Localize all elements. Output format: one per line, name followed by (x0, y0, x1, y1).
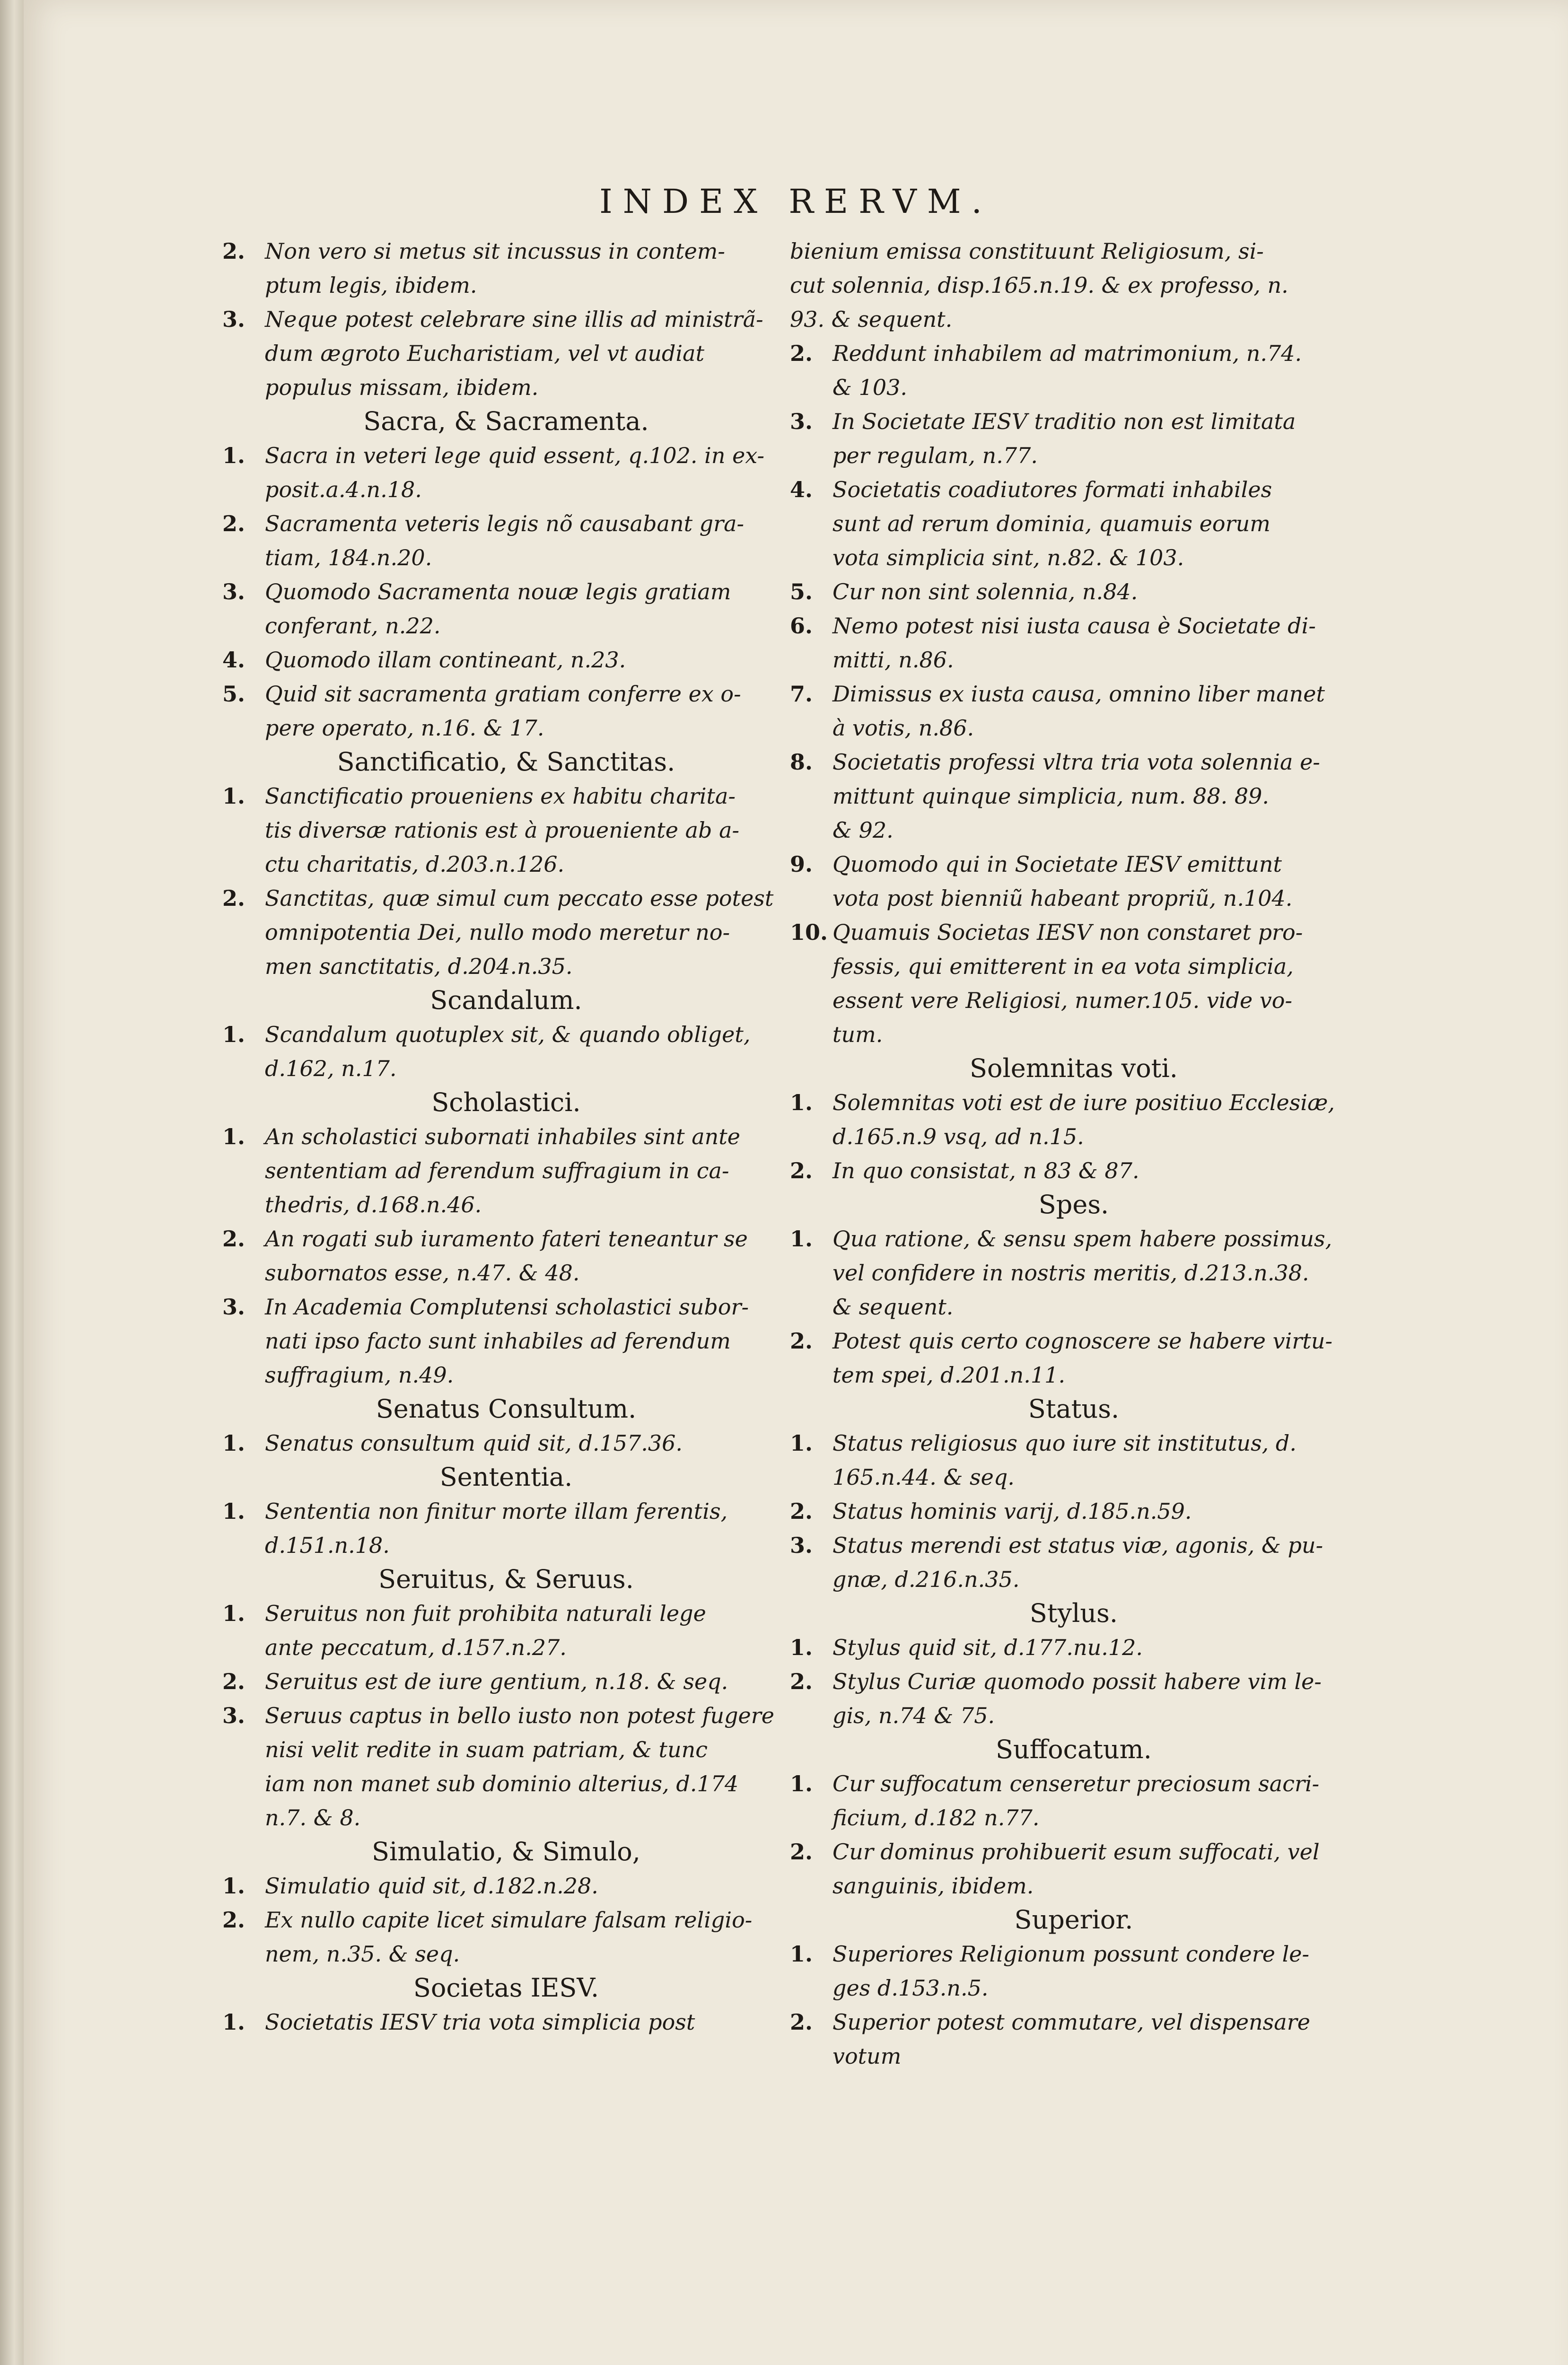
entry-text: Sacra in veteri lege quid essent, q.102. in ex- posit.a.4.n.18. (265, 443, 765, 502)
entry-number: 1. (790, 1430, 813, 1456)
index-entry (790, 1426, 1358, 1494)
index-entry (222, 1494, 790, 1562)
index-heading: Solemnitas voti. (970, 1053, 1178, 1083)
index-entry (790, 677, 1358, 745)
entry-text: An scholastici subornati inhabiles sint ante sententiam ad ferendum suffragium in ca- thedris, d.168.n.46. (265, 1124, 740, 1218)
index-entry (790, 1222, 1358, 1324)
index-entry (222, 1869, 790, 1903)
index-entry (222, 1222, 790, 1290)
index-entry (222, 1903, 790, 1971)
index-heading: Sanctificatio, & Sanctitas. (337, 747, 675, 777)
entry-text: Sententia non finitur morte illam ferentis, d.151.n.18. (265, 1498, 728, 1558)
entry-text: Quomodo qui in Societate IESV emittunt vota post bienniũ habeant propriũ, n.104. (832, 851, 1293, 911)
entry-number: 2. (222, 1226, 245, 1252)
entry-number: 8. (790, 749, 813, 775)
entry-number: 1. (222, 783, 245, 809)
entry-number: 1. (790, 1771, 813, 1796)
entry-number: 5. (222, 681, 245, 707)
entry-number: 9. (790, 851, 813, 877)
entry-number: 1. (222, 2009, 245, 2035)
entry-text: In Societate IESV traditio non est limitata per regulam, n.77. (832, 409, 1296, 468)
entry-number: 2. (790, 1839, 813, 1865)
entry-number: 3. (790, 1533, 813, 1558)
entry-text: In quo consistat, n 83 & 87. (832, 1158, 1139, 1183)
index-heading: Spes. (1038, 1190, 1109, 1219)
index-entry (222, 1426, 790, 1460)
entry-number: 5. (790, 579, 813, 604)
entry-text: Cur suffocatum censeretur preciosum sacri- ficium, d.182 n.77. (832, 1771, 1320, 1831)
index-entry (790, 1494, 1358, 1528)
index-column-right (790, 234, 1358, 2073)
entry-text: An rogati sub iuramento fateri teneantur se subornatos esse, n.47. & 48. (265, 1226, 748, 1286)
entry-text: Scandalum quotuplex sit, & quando obliget, d.162, n.17. (265, 1022, 751, 1081)
index-entry (222, 1699, 790, 1835)
entry-text: Cur dominus prohibuerit esum suffocati, vel sanguinis, ibidem. (832, 1839, 1320, 1899)
entry-text: Status hominis varij, d.185.n.59. (832, 1498, 1192, 1524)
index-entry (790, 609, 1358, 677)
index-entry (790, 473, 1358, 575)
entry-text: In Academia Complutensi scholastici subor- nati ipso facto sunt inhabiles ad ferendum suffragium, n.49. (265, 1294, 749, 1388)
index-entry (790, 1664, 1358, 1733)
entry-number: 2. (222, 885, 245, 911)
index-entry (222, 1120, 790, 1222)
entry-text: Societatis IESV tria vota simplicia post (265, 2009, 695, 2035)
index-entry (790, 847, 1358, 915)
index-heading: Sacra, & Sacramenta. (363, 406, 649, 436)
entry-number: 3. (790, 409, 813, 434)
index-entry (222, 438, 790, 507)
entry-text: Seruus captus in bello iusto non potest fugere nisi velit redite in suam patriam, & tunc iam non manet sub dominio alterius, d.174 n.7. & 8. (265, 1703, 774, 1831)
index-entry (790, 404, 1358, 473)
entry-text: Quomodo Sacramenta nouæ legis gratiam conferant, n.22. (265, 579, 731, 639)
index-entry (790, 1767, 1358, 1835)
entry-text: Dimissus ex iusta causa, omnino liber manet à votis, n.86. (832, 681, 1325, 741)
page-title: INDEX RERVM. (599, 182, 992, 221)
entry-text: Status religiosus quo iure sit institutus, d. 165.n.44. & seq. (832, 1430, 1296, 1490)
index-heading: Societas IESV. (413, 1973, 599, 2003)
entry-number: 3. (222, 307, 245, 332)
index-heading: Senatus Consultum. (376, 1394, 637, 1424)
entry-text: Neque potest celebrare sine illis ad ministrã- dum ægroto Eucharistiam, vel vt audiat populus missam, ibidem. (265, 307, 763, 400)
entry-number: 1. (790, 1635, 813, 1660)
index-entry (222, 302, 790, 404)
entry-number: 6. (790, 613, 813, 639)
index-entry (790, 336, 1358, 404)
entry-text: Simulatio quid sit, d.182.n.28. (265, 1873, 598, 1899)
index-column-left (222, 234, 790, 2039)
index-heading: Suffocatum. (996, 1734, 1152, 1764)
index-entry (222, 234, 790, 302)
entry-number: 2. (222, 1907, 245, 1933)
index-entry (790, 1154, 1358, 1188)
index-entry (790, 745, 1358, 847)
index-entry (222, 575, 790, 643)
entry-number: 3. (222, 1294, 245, 1320)
entry-text: Superiores Religionum possunt condere le- ges d.153.n.5. (832, 1941, 1310, 2001)
entry-text: Seruitus non fuit prohibita naturali lege ante peccatum, d.157.n.27. (265, 1601, 706, 1660)
entry-text: Potest quis certo cognoscere se habere virtu- tem spei, d.201.n.11. (832, 1328, 1332, 1388)
entry-text: Societatis professi vltra tria vota solennia e- mittunt quinque simplicia, num. 88. 89. & 92. (832, 749, 1320, 843)
entry-number: 4. (790, 477, 813, 502)
entry-text: Senatus consultum quid sit, d.157.36. (265, 1430, 683, 1456)
index-heading: Status. (1028, 1394, 1120, 1424)
entry-number: 2. (222, 238, 245, 264)
facing-page-edge (0, 0, 24, 2365)
entry-text: Nemo potest nisi iusta causa è Societate di- mitti, n.86. (832, 613, 1316, 673)
entry-number: 7. (790, 681, 813, 707)
entry-text: Sacramenta veteris legis nõ causabant gra- tiam, 184.n.20. (265, 511, 745, 570)
index-entry (222, 643, 790, 677)
index-entry (222, 2005, 790, 2039)
entry-number: 1. (222, 1124, 245, 1149)
entry-text: Ex nullo capite licet simulare falsam religio- nem, n.35. & seq. (265, 1907, 753, 1967)
entry-number: 3. (222, 579, 245, 604)
index-entry (222, 507, 790, 575)
entry-text: Cur non sint solennia, n.84. (832, 579, 1138, 604)
entry-text: Sanctificatio proueniens ex habitu charita- tis diversæ rationis est à proueniente ab a- ctu charitatis, d.203.n.126. (265, 783, 740, 877)
entry-number: 2. (222, 1669, 245, 1694)
index-entry (790, 1630, 1358, 1664)
entry-text: Quid sit sacramenta gratiam conferre ex o- pere operato, n.16. & 17. (265, 681, 741, 741)
entry-text: Stylus Curiæ quomodo possit habere vim le- gis, n.74 & 75. (832, 1669, 1322, 1728)
index-entry (222, 1017, 790, 1086)
entry-number: 2. (790, 341, 813, 366)
entry-number: 1. (222, 1430, 245, 1456)
entry-number: 2. (790, 1158, 813, 1183)
entry-number: 1. (790, 1941, 813, 1967)
entry-text: Status merendi est status viæ, agonis, & pu- gnæ, d.216.n.35. (832, 1533, 1323, 1592)
entry-number: 2. (222, 511, 245, 536)
index-entry (222, 1664, 790, 1699)
entry-number: 2. (790, 1498, 813, 1524)
index-entry-continuation: bienium emissa constituunt Religiosum, si- cut solennia, disp.165.n.19. & ex professo, n. 93. & sequent. (790, 238, 1288, 332)
entry-text: Quomodo illam contineant, n.23. (265, 647, 626, 673)
entry-number: 1. (222, 1873, 245, 1899)
index-heading: Seruitus, & Seruus. (378, 1564, 634, 1594)
entry-number: 2. (790, 2009, 813, 2035)
index-heading: Sententia. (439, 1462, 573, 1492)
entry-text: Societatis coadiutores formati inhabiles sunt ad rerum dominia, quamuis eorum vota simplicia sint, n.82. & 103. (832, 477, 1272, 570)
index-heading: Scholastici. (431, 1087, 581, 1117)
index-entry (790, 1324, 1358, 1392)
entry-text: Sanctitas, quæ simul cum peccato esse potest omnipotentia Dei, nullo modo meretur no- men sanctitatis, d.204.n.35. (265, 885, 774, 979)
entry-number: 2. (790, 1669, 813, 1694)
index-entry (790, 1937, 1358, 2005)
entry-text: Non vero si metus sit incussus in contem- ptum legis, ibidem. (265, 238, 725, 298)
index-entry (790, 2005, 1358, 2073)
index-heading: Scandalum. (430, 985, 582, 1015)
index-heading: Stylus. (1029, 1598, 1118, 1628)
entry-text: Quamuis Societas IESV non constaret pro- fessis, qui emitterent in ea vota simplicia, essent vere Religiosi, numer.105. vide vo- tum. (832, 920, 1303, 1047)
index-entry (222, 881, 790, 983)
book-page (24, 0, 1568, 2365)
index-heading: Superior. (1014, 1905, 1133, 1935)
index-entry (222, 1290, 790, 1392)
index-entry (790, 575, 1358, 609)
entry-text: Superior potest commutare, vel dispensare votum (832, 2009, 1310, 2069)
entry-text: Solemnitas voti est de iure positiuo Ecclesiæ, d.165.n.9 vsq, ad n.15. (832, 1090, 1335, 1149)
index-entry (222, 779, 790, 881)
entry-number: 2. (790, 1328, 813, 1354)
entry-number: 1. (222, 1498, 245, 1524)
index-heading: Simulatio, & Simulo, (372, 1837, 640, 1866)
index-entry (790, 915, 1358, 1051)
entry-number: 1. (790, 1226, 813, 1252)
entry-text: Seruitus est de iure gentium, n.18. & seq. (265, 1669, 728, 1694)
index-entry (790, 1528, 1358, 1596)
entry-number: 1. (222, 1601, 245, 1626)
index-entry (790, 1835, 1358, 1903)
entry-number: 4. (222, 647, 245, 673)
entry-number: 1. (222, 1022, 245, 1047)
entry-number: 3. (222, 1703, 245, 1728)
entry-text: Reddunt inhabilem ad matrimonium, n.74. & 103. (832, 341, 1302, 400)
entry-text: Stylus quid sit, d.177.nu.12. (832, 1635, 1143, 1660)
index-entry (222, 677, 790, 745)
entry-number: 10. (790, 920, 828, 945)
entry-number: 1. (790, 1090, 813, 1115)
entry-number: 1. (222, 443, 245, 468)
entry-text: Qua ratione, & sensu spem habere possimus, vel confidere in nostris meritis, d.213.n.38. & sequent. (832, 1226, 1332, 1320)
index-entry (222, 1596, 790, 1664)
index-entry (790, 1086, 1358, 1154)
